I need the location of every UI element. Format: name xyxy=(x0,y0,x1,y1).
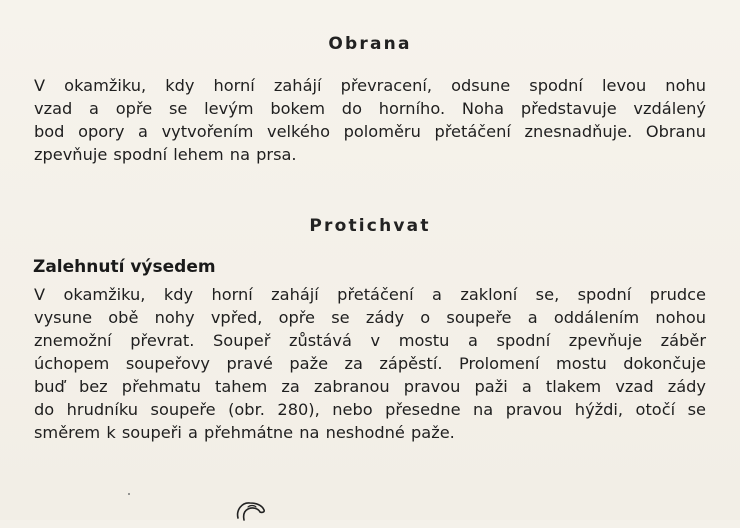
print-speck xyxy=(128,493,130,495)
text-line: znemožní převrat. Soupeř zůstává v mostu a spodní zpevňuje záběr xyxy=(34,331,706,350)
section-heading-protichvat: Protichvat xyxy=(309,216,431,236)
text-line: zpevňuje spodní lehem na prsa. xyxy=(34,145,297,164)
text-line: vysune obě nohy vpřed, opře se zády o soupeře a oddálením nohou xyxy=(34,308,706,327)
paragraph-obrana xyxy=(34,74,706,166)
illustration-fragment xyxy=(232,498,272,528)
text-line: buď bez přehmatu tahem za zabranou pravou paži a tlakem vzad zády xyxy=(34,377,706,396)
text-line: V okamžiku, kdy horní zahájí převracení, odsune spodní levou nohu xyxy=(34,76,706,95)
text-line: do hrudníku soupeře (obr. 280), nebo přesedne na pravou hýždi, otočí se xyxy=(34,400,706,419)
text-line: úchopem soupeřovy pravé paže za zápěstí. Prolomení mostu dokončuje xyxy=(34,354,706,373)
text-line: směrem k soupeři a přehmátne na neshodné paže. xyxy=(34,423,455,442)
paragraph-zalehnuti xyxy=(34,283,706,444)
subsection-heading-zalehnuti: Zalehnutí výsedem xyxy=(33,257,216,277)
text-line: vzad a opře se levým bokem do horního. Noha představuje vzdálený xyxy=(34,99,706,118)
figure-hair-stroke xyxy=(248,506,256,508)
text-line: bod opory a vytvořením velkého poloměru přetáčení znesnadňuje. Obranu xyxy=(34,122,706,141)
text-line: V okamžiku, kdy horní zahájí přetáčení a zakloní se, spodní prudce xyxy=(34,285,706,304)
section-heading-obrana: Obrana xyxy=(328,34,412,54)
